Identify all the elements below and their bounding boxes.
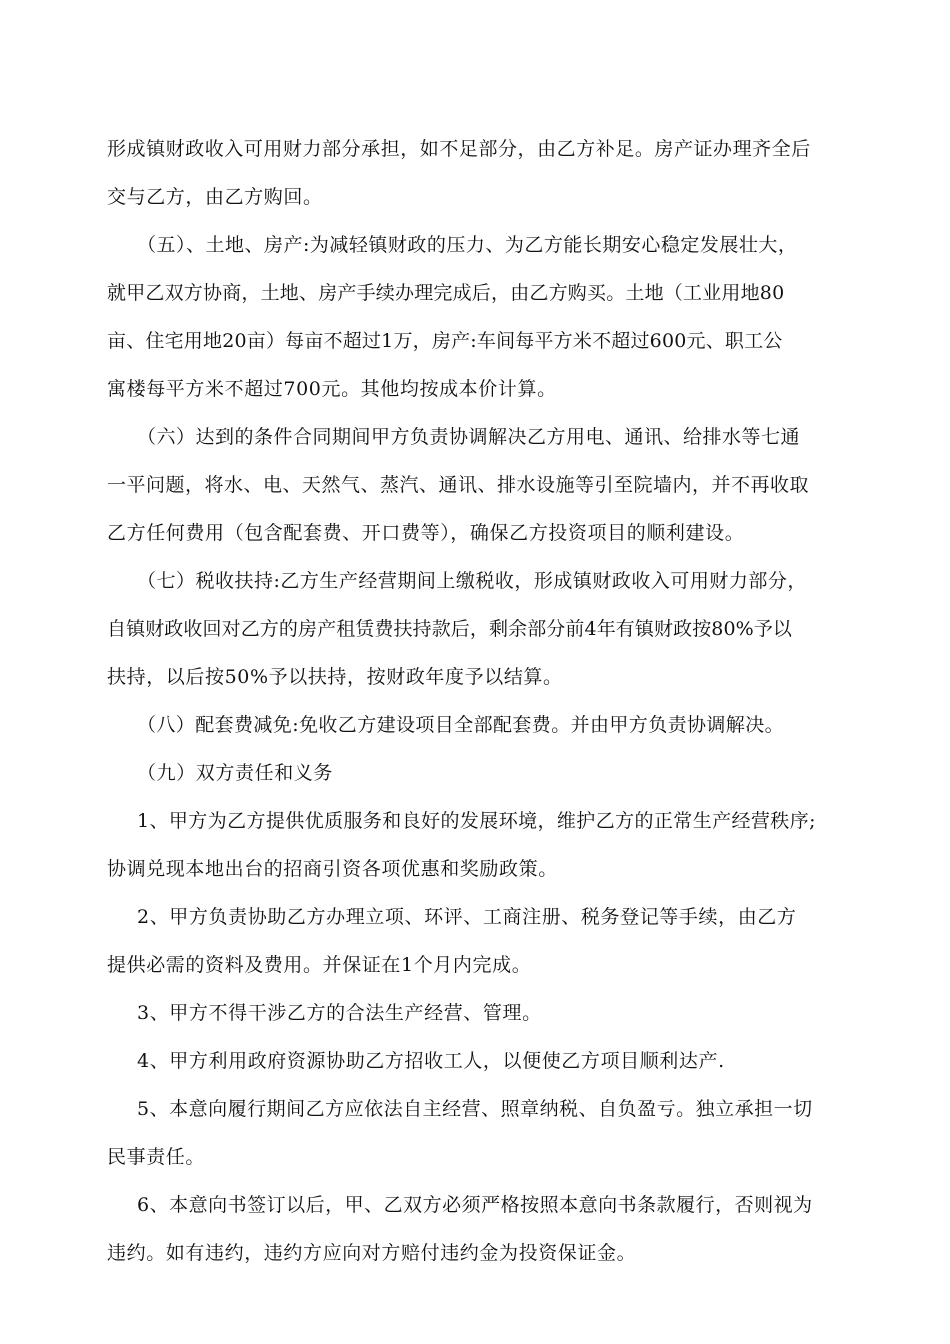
text-line: （七）税收扶持:乙方生产经营期间上缴税收，形成镇财政收入可用财力部分， <box>137 570 807 592</box>
text-line: 4、甲方利用政府资源协助乙方招收工人，以便使乙方项目顺利达产. <box>137 1050 725 1072</box>
text-line: 3、甲方不得干涉乙方的合法生产经营、管理。 <box>137 1002 542 1024</box>
text-line: 民事责任。 <box>107 1146 206 1168</box>
text-line: 提供必需的资料及费用。并保证在1个月内完成。 <box>107 954 532 976</box>
text-line: （九）双方责任和义务 <box>137 762 334 784</box>
text-line: 交与乙方，由乙方购回。 <box>107 186 323 208</box>
text-line: 寓楼每平方米不超过700元。其他均按成本价计算。 <box>107 378 557 400</box>
text-line: 协调兑现本地出台的招商引资各项优惠和奖励政策。 <box>107 858 558 880</box>
text-line: 一平问题，将水、电、天然气、蒸汽、通讯、排水设施等引至院墙内，并不再收取 <box>107 474 810 496</box>
text-line: （六）达到的条件合同期间甲方负责协调解决乙方用电、通讯、给排水等七通 <box>137 426 801 448</box>
text-line: 5、本意向履行期间乙方应依法自主经营、照章纳税、自负盈亏。独立承担一切 <box>137 1098 813 1120</box>
text-line: 1、甲方为乙方提供优质服务和良好的发展环境，维护乙方的正常生产经营秩序; <box>137 810 816 832</box>
text-line: 违约。如有违约，违约方应向对方赔付违约金为投资保证金。 <box>107 1242 637 1264</box>
text-line: （五）、土地、房产:为减轻镇财政的压力、为乙方能长期安心稳定发展壮大， <box>137 234 798 256</box>
text-line: 形成镇财政收入可用财力部分承担，如不足部分，由乙方补足。房产证办理齐全后 <box>107 138 811 160</box>
text-line: 6、本意向书签订以后，甲、乙双方必须严格按照本意向书条款履行，否则视为 <box>137 1194 813 1216</box>
text-line: 2、甲方负责协助乙方办理立项、环评、工商注册、税务登记等手续，由乙方 <box>137 906 797 928</box>
text-line: 就甲乙双方协商，土地、房产手续办理完成后，由乙方购买。土地（工业用地80 <box>107 282 785 304</box>
text-line: （八）配套费减免:免收乙方建设项目全部配套费。并由甲方负责协调解决。 <box>137 714 785 736</box>
text-line: 乙方任何费用（包含配套费、开口费等），确保乙方投资项目的顺利建设。 <box>107 522 745 544</box>
text-line: 亩、住宅用地20亩）每亩不超过1万，房产:车间每平方米不超过600元、职工公 <box>107 330 783 352</box>
text-line: 自镇财政收回对乙方的房产租赁费扶持款后，剩余部分前4年有镇财政按80%予以 <box>107 618 793 640</box>
text-line: 扶持，以后按50%予以扶持，按财政年度予以结算。 <box>107 666 563 688</box>
